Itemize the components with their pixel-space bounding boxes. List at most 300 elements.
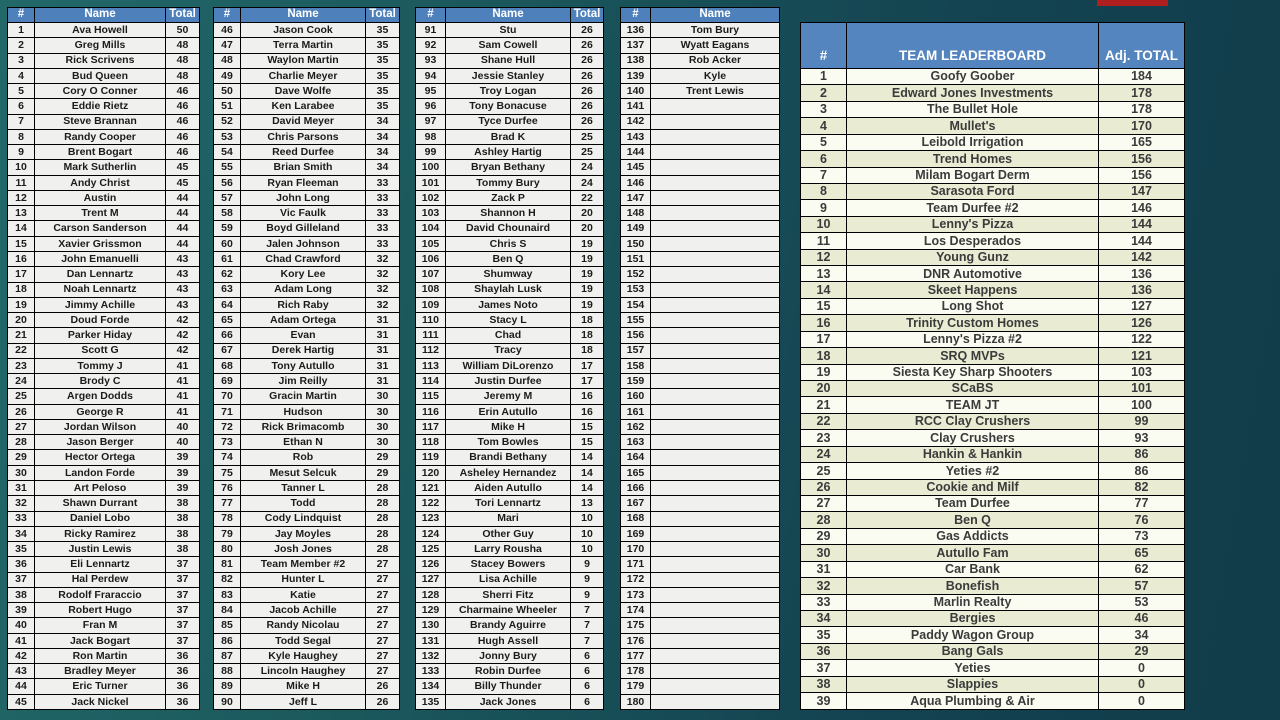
roster-row [8, 175, 200, 190]
player-name: Ken Larabee [241, 99, 366, 114]
total-column-header: Total [366, 8, 400, 23]
player-rank: 76 [214, 480, 241, 495]
player-name: Tom Bowles [446, 435, 571, 450]
player-total: 32 [366, 267, 400, 282]
team-rank: 17 [801, 331, 847, 347]
player-rank: 105 [416, 236, 446, 251]
player-name: Carson Sanderson [35, 221, 166, 236]
team-name: Clay Crushers [847, 430, 1099, 446]
player-rank: 73 [214, 435, 241, 450]
player-name: Charlie Meyer [241, 68, 366, 83]
player-total: 35 [366, 68, 400, 83]
roster-row [621, 572, 780, 587]
player-rank: 120 [416, 465, 446, 480]
leaderboard-row [801, 545, 1185, 561]
roster-row [8, 648, 200, 663]
player-name: Tommy Bury [446, 175, 571, 190]
player-rank: 64 [214, 297, 241, 312]
roster-row [214, 587, 400, 602]
roster-row [8, 419, 200, 434]
leaderboard-row [801, 364, 1185, 380]
player-rank: 99 [416, 145, 446, 160]
player-name: Bradley Meyer [35, 664, 166, 679]
roster-row [416, 419, 604, 434]
player-total: 37 [166, 603, 200, 618]
player-name: Hugh Assell [446, 633, 571, 648]
player-total: 26 [571, 84, 604, 99]
roster-row [416, 297, 604, 312]
player-total: 25 [571, 129, 604, 144]
player-rank: 101 [416, 175, 446, 190]
roster-row [621, 435, 780, 450]
roster-row [416, 251, 604, 266]
player-total: 32 [366, 282, 400, 297]
player-rank: 97 [416, 114, 446, 129]
roster-row [8, 633, 200, 648]
player-rank: 159 [621, 374, 651, 389]
team-adj-total: 93 [1099, 430, 1185, 446]
roster-row [416, 160, 604, 175]
roster-row [621, 53, 780, 68]
team-name: Lenny's Pizza [847, 216, 1099, 232]
player-total: 46 [166, 145, 200, 160]
roster-row [8, 603, 200, 618]
player-name: Rodolf Fraraccio [35, 587, 166, 602]
team-adj-total: 0 [1099, 660, 1185, 676]
player-rank: 129 [416, 603, 446, 618]
player-name: Shannon H [446, 206, 571, 221]
player-total: 30 [366, 435, 400, 450]
player-total: 26 [366, 694, 400, 709]
team-adj-total: 156 [1099, 167, 1185, 183]
roster-row [214, 23, 400, 38]
player-name [651, 664, 780, 679]
player-rank: 139 [621, 68, 651, 83]
player-name [651, 526, 780, 541]
player-total: 27 [366, 603, 400, 618]
roster-row [416, 648, 604, 663]
player-total: 18 [571, 313, 604, 328]
player-total: 27 [366, 664, 400, 679]
roster-row [416, 236, 604, 251]
player-total: 28 [366, 511, 400, 526]
player-name: Jeremy M [446, 389, 571, 404]
player-rank: 96 [416, 99, 446, 114]
team-name: Hankin & Hankin [847, 446, 1099, 462]
team-adj-total: 34 [1099, 627, 1185, 643]
player-total: 36 [166, 679, 200, 694]
player-total: 31 [366, 328, 400, 343]
roster-row [621, 267, 780, 282]
player-rank: 74 [214, 450, 241, 465]
roster-row [416, 557, 604, 572]
player-total: 34 [366, 145, 400, 160]
team-adj-total: 146 [1099, 200, 1185, 216]
player-rank: 16 [8, 251, 35, 266]
roster-row [416, 542, 604, 557]
player-name [651, 236, 780, 251]
player-rank: 60 [214, 236, 241, 251]
player-rank: 51 [214, 99, 241, 114]
player-total: 26 [571, 53, 604, 68]
player-rank: 172 [621, 572, 651, 587]
player-name: Steve Brannan [35, 114, 166, 129]
player-total: 29 [366, 465, 400, 480]
player-name: Katie [241, 587, 366, 602]
name-column-header: Name [241, 8, 366, 23]
roster-row [416, 343, 604, 358]
player-total: 31 [366, 358, 400, 373]
player-rank: 53 [214, 129, 241, 144]
leaderboard-row [801, 463, 1185, 479]
roster-row [416, 23, 604, 38]
player-name: Jonny Bury [446, 648, 571, 663]
team-rank: 4 [801, 118, 847, 134]
player-total: 34 [366, 114, 400, 129]
player-name: Trent Lewis [651, 84, 780, 99]
roster-row [8, 526, 200, 541]
player-name: Justin Lewis [35, 542, 166, 557]
player-total: 26 [571, 99, 604, 114]
roster-row [214, 572, 400, 587]
team-name: Team Durfee [847, 495, 1099, 511]
player-name [651, 313, 780, 328]
player-name: David Meyer [241, 114, 366, 129]
roster-row [621, 68, 780, 83]
player-total: 46 [166, 114, 200, 129]
player-name: Brent Bogart [35, 145, 166, 160]
player-rank: 161 [621, 404, 651, 419]
rank-column-header: # [801, 23, 847, 69]
player-rank: 24 [8, 374, 35, 389]
player-name [651, 389, 780, 404]
team-adj-total: 77 [1099, 495, 1185, 511]
leaderboard-row [801, 693, 1185, 710]
player-rank: 41 [8, 633, 35, 648]
player-rank: 3 [8, 53, 35, 68]
player-total: 10 [571, 511, 604, 526]
roster-row [416, 496, 604, 511]
roster-table-3 [415, 7, 604, 710]
player-total: 20 [571, 221, 604, 236]
team-name: Skeet Happens [847, 282, 1099, 298]
player-name [651, 633, 780, 648]
roster-row [8, 557, 200, 572]
player-rank: 50 [214, 84, 241, 99]
team-adj-total: 86 [1099, 463, 1185, 479]
player-total: 42 [166, 328, 200, 343]
player-total: 43 [166, 267, 200, 282]
team-rank: 3 [801, 101, 847, 117]
roster-row [621, 480, 780, 495]
leaderboard-row [801, 118, 1185, 134]
player-rank: 29 [8, 450, 35, 465]
roster-row [8, 53, 200, 68]
team-rank: 18 [801, 348, 847, 364]
player-name [651, 251, 780, 266]
roster-row [621, 251, 780, 266]
leaderboard-row [801, 676, 1185, 692]
player-rank: 175 [621, 618, 651, 633]
player-total: 30 [366, 419, 400, 434]
player-total: 27 [366, 572, 400, 587]
player-total: 37 [166, 587, 200, 602]
player-name: Lincoln Haughey [241, 664, 366, 679]
player-name: Robin Durfee [446, 664, 571, 679]
roster-row [416, 694, 604, 709]
player-name: Asheley Hernandez [446, 465, 571, 480]
player-rank: 7 [8, 114, 35, 129]
player-total: 6 [571, 664, 604, 679]
player-name: Stacy L [446, 313, 571, 328]
player-name [651, 694, 780, 709]
player-total: 33 [366, 175, 400, 190]
roster-row [8, 160, 200, 175]
player-total: 17 [571, 358, 604, 373]
roster-row [416, 389, 604, 404]
player-rank: 108 [416, 282, 446, 297]
player-rank: 4 [8, 68, 35, 83]
player-name: Hal Perdew [35, 572, 166, 587]
player-name: Chris Parsons [241, 129, 366, 144]
roster-row [8, 618, 200, 633]
player-rank: 104 [416, 221, 446, 236]
player-rank: 67 [214, 343, 241, 358]
player-rank: 17 [8, 267, 35, 282]
roster-row [416, 480, 604, 495]
player-total: 41 [166, 389, 200, 404]
roster-row [621, 23, 780, 38]
roster-row [621, 450, 780, 465]
team-adj-total: 170 [1099, 118, 1185, 134]
player-name: Dan Lennartz [35, 267, 166, 282]
player-rank: 90 [214, 694, 241, 709]
player-rank: 103 [416, 206, 446, 221]
roster-row [621, 328, 780, 343]
team-name: Paddy Wagon Group [847, 627, 1099, 643]
roster-row [8, 343, 200, 358]
player-rank: 167 [621, 496, 651, 511]
player-name: Stacey Bowers [446, 557, 571, 572]
player-name: Sam Cowell [446, 38, 571, 53]
team-rank: 20 [801, 381, 847, 397]
player-rank: 136 [621, 23, 651, 38]
team-name: Milam Bogart Derm [847, 167, 1099, 183]
player-total: 41 [166, 358, 200, 373]
leaderboard-row [801, 266, 1185, 282]
roster-row [621, 419, 780, 434]
player-total: 7 [571, 618, 604, 633]
leaderboard-row [801, 134, 1185, 150]
player-total: 39 [166, 450, 200, 465]
player-name: Aiden Autullo [446, 480, 571, 495]
player-rank: 140 [621, 84, 651, 99]
player-name: Mari [446, 511, 571, 526]
player-name: Jason Berger [35, 435, 166, 450]
roster-row [214, 664, 400, 679]
player-name [651, 374, 780, 389]
roster-row [8, 374, 200, 389]
team-adj-total: 184 [1099, 69, 1185, 85]
team-rank: 11 [801, 233, 847, 249]
player-total: 32 [366, 251, 400, 266]
player-name [651, 160, 780, 175]
roster-row [416, 587, 604, 602]
player-rank: 84 [214, 603, 241, 618]
roster-row [621, 374, 780, 389]
player-name: Eric Turner [35, 679, 166, 694]
roster-row [416, 358, 604, 373]
team-adj-total: 100 [1099, 397, 1185, 413]
roster-row [214, 175, 400, 190]
player-name: Rob Acker [651, 53, 780, 68]
player-rank: 77 [214, 496, 241, 511]
player-name: Troy Logan [446, 84, 571, 99]
player-name: Chad Crawford [241, 251, 366, 266]
roster-row [416, 53, 604, 68]
player-total: 46 [166, 99, 200, 114]
team-rank: 9 [801, 200, 847, 216]
player-name: Robert Hugo [35, 603, 166, 618]
team-name: Leibold Irrigation [847, 134, 1099, 150]
player-rank: 137 [621, 38, 651, 53]
player-name: Jimmy Achille [35, 297, 166, 312]
team-rank: 5 [801, 134, 847, 150]
player-total: 41 [166, 404, 200, 419]
team-rank: 13 [801, 266, 847, 282]
player-rank: 127 [416, 572, 446, 587]
team-name: Mullet's [847, 118, 1099, 134]
player-total: 9 [571, 572, 604, 587]
leaderboard-row [801, 200, 1185, 216]
player-rank: 157 [621, 343, 651, 358]
rank-column-header: # [416, 8, 446, 23]
player-rank: 65 [214, 313, 241, 328]
player-rank: 19 [8, 297, 35, 312]
roster-row [621, 221, 780, 236]
player-name [651, 190, 780, 205]
roster-row [416, 206, 604, 221]
roster-row [416, 618, 604, 633]
team-name: Slappies [847, 676, 1099, 692]
player-rank: 131 [416, 633, 446, 648]
team-adj-total: 0 [1099, 693, 1185, 710]
roster-row [416, 129, 604, 144]
player-rank: 10 [8, 160, 35, 175]
player-rank: 12 [8, 190, 35, 205]
roster-row [214, 313, 400, 328]
roster-row [8, 23, 200, 38]
roster-row [8, 38, 200, 53]
player-rank: 156 [621, 328, 651, 343]
player-rank: 102 [416, 190, 446, 205]
player-rank: 135 [416, 694, 446, 709]
team-name: Long Shot [847, 298, 1099, 314]
roster-row [416, 526, 604, 541]
player-name: Kory Lee [241, 267, 366, 282]
player-total: 33 [366, 221, 400, 236]
player-name: Adam Ortega [241, 313, 366, 328]
player-rank: 92 [416, 38, 446, 53]
player-rank: 30 [8, 465, 35, 480]
roster-row [8, 68, 200, 83]
player-total: 9 [571, 587, 604, 602]
player-name [651, 603, 780, 618]
player-rank: 8 [8, 129, 35, 144]
rank-column-header: # [621, 8, 651, 23]
team-rank: 28 [801, 512, 847, 528]
player-total: 48 [166, 38, 200, 53]
team-adj-total: 86 [1099, 446, 1185, 462]
team-name: Yeties [847, 660, 1099, 676]
player-total: 35 [366, 99, 400, 114]
player-name [651, 114, 780, 129]
player-name: Cody Lindquist [241, 511, 366, 526]
player-rank: 79 [214, 526, 241, 541]
roster-row [416, 190, 604, 205]
team-adj-total: 46 [1099, 610, 1185, 626]
roster-row [8, 99, 200, 114]
player-rank: 123 [416, 511, 446, 526]
player-total: 43 [166, 251, 200, 266]
roster-row [621, 496, 780, 511]
name-column-header: Name [35, 8, 166, 23]
player-rank: 57 [214, 190, 241, 205]
player-rank: 42 [8, 648, 35, 663]
roster-row [8, 435, 200, 450]
team-adj-total: 142 [1099, 249, 1185, 265]
player-rank: 119 [416, 450, 446, 465]
roster-row [621, 129, 780, 144]
total-column-header: Total [571, 8, 604, 23]
team-rank: 1 [801, 69, 847, 85]
player-rank: 169 [621, 526, 651, 541]
player-rank: 21 [8, 328, 35, 343]
player-name [651, 129, 780, 144]
team-name: Trinity Custom Homes [847, 315, 1099, 331]
roster-row [621, 511, 780, 526]
player-rank: 143 [621, 129, 651, 144]
player-total: 31 [366, 343, 400, 358]
player-rank: 13 [8, 206, 35, 221]
player-total: 18 [571, 343, 604, 358]
leaderboard-row [801, 101, 1185, 117]
player-total: 39 [166, 480, 200, 495]
player-name: Austin [35, 190, 166, 205]
player-total: 6 [571, 679, 604, 694]
roster-row [416, 572, 604, 587]
player-rank: 91 [416, 23, 446, 38]
roster-row [416, 465, 604, 480]
player-name: Mike H [446, 419, 571, 434]
player-total: 45 [166, 160, 200, 175]
team-rank: 21 [801, 397, 847, 413]
roster-row [8, 542, 200, 557]
roster-row [416, 633, 604, 648]
player-total: 18 [571, 328, 604, 343]
roster-row [8, 328, 200, 343]
player-name [651, 404, 780, 419]
roster-row [621, 557, 780, 572]
player-total: 30 [366, 389, 400, 404]
team-rank: 32 [801, 578, 847, 594]
player-total: 40 [166, 435, 200, 450]
leaderboard-row [801, 578, 1185, 594]
player-rank: 171 [621, 557, 651, 572]
roster-row [621, 343, 780, 358]
player-rank: 69 [214, 374, 241, 389]
player-name: Jay Moyles [241, 526, 366, 541]
